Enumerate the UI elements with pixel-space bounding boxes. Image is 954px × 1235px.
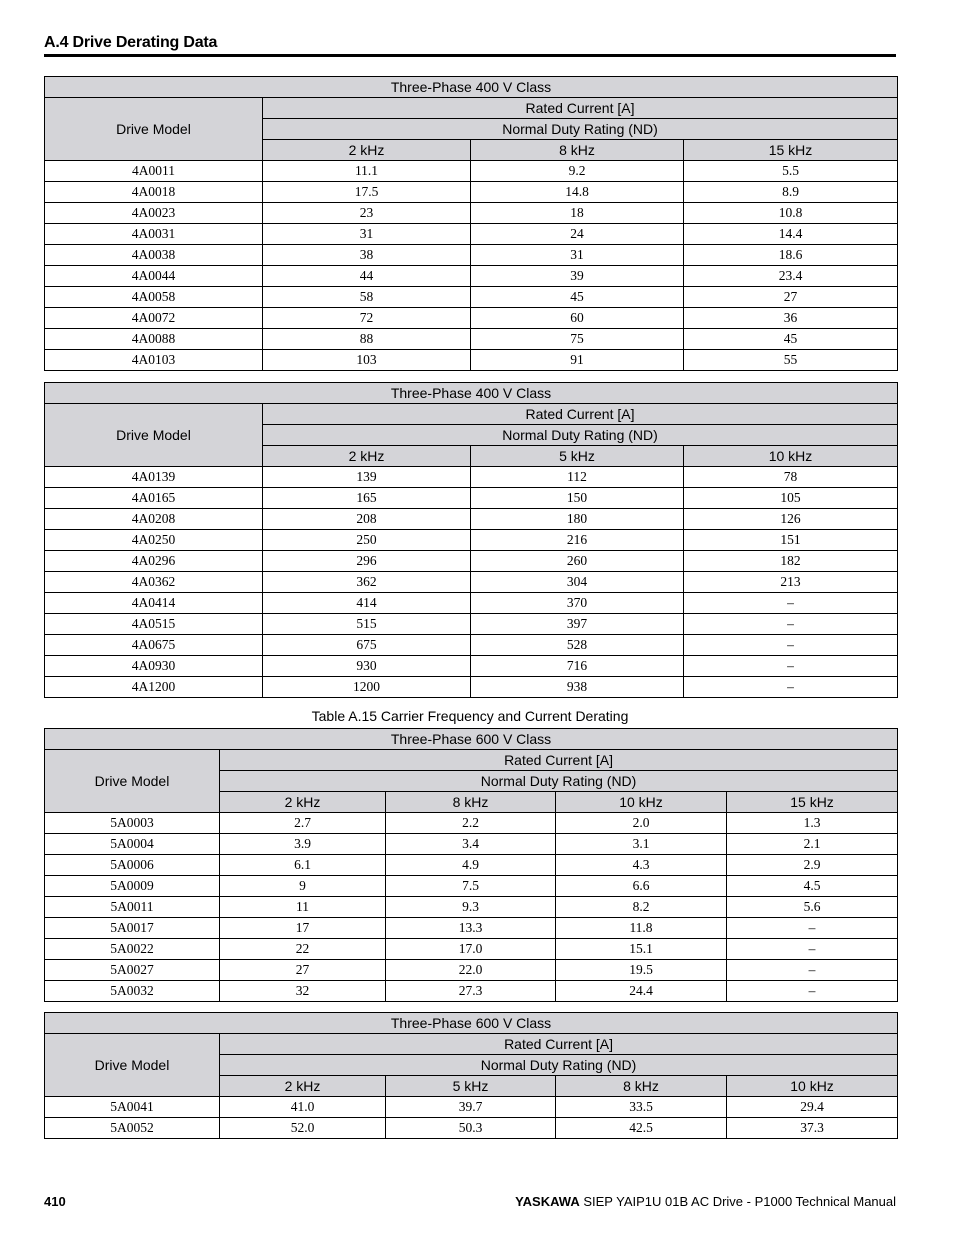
drive-model-header: Drive Model (45, 1034, 220, 1097)
table-row (45, 939, 898, 960)
freq-header: 10 kHz (556, 792, 727, 813)
table-row (45, 329, 898, 350)
derating-table-600v-a (44, 728, 898, 1002)
drive-model-cell: 4A0139 (45, 467, 263, 488)
drive-model-cell: 4A0165 (45, 488, 263, 509)
table-row (45, 614, 898, 635)
drive-model-cell: 4A0675 (45, 635, 263, 656)
rated-current-cell: 126 (684, 509, 898, 530)
rated-current-cell: 9.2 (471, 161, 684, 182)
drive-model-cell: 4A0038 (45, 245, 263, 266)
freq-header: 8 kHz (386, 792, 556, 813)
rated-current-cell: 19.5 (556, 960, 727, 981)
rated-current-cell: 32 (220, 981, 386, 1002)
freq-header: 8 kHz (556, 1076, 727, 1097)
table-row (45, 467, 898, 488)
table-row (45, 981, 898, 1002)
drive-model-cell: 4A0031 (45, 224, 263, 245)
table-row (45, 488, 898, 509)
rated-current-cell: 17 (220, 918, 386, 939)
drive-model-cell: 4A0023 (45, 203, 263, 224)
freq-header: 10 kHz (727, 1076, 898, 1097)
rated-current-cell: – (684, 656, 898, 677)
rated-current-cell: 72 (263, 308, 471, 329)
rated-current-cell: 296 (263, 551, 471, 572)
duty-rating-header: Normal Duty Rating (ND) (263, 119, 898, 140)
drive-model-cell: 4A0103 (45, 350, 263, 371)
rated-current-cell: 4.9 (386, 855, 556, 876)
rated-current-cell: 3.4 (386, 834, 556, 855)
drive-model-cell: 4A0044 (45, 266, 263, 287)
rated-current-cell: 6.1 (220, 855, 386, 876)
class-header: Three-Phase 400 V Class (45, 77, 898, 98)
table-row (45, 1097, 898, 1118)
table-row (45, 224, 898, 245)
rated-current-cell: 216 (471, 530, 684, 551)
rated-current-cell: 208 (263, 509, 471, 530)
rated-current-cell: 3.1 (556, 834, 727, 855)
footer-manual-title (515, 1194, 896, 1209)
rated-current-cell: 2.0 (556, 813, 727, 834)
rated-current-cell: 182 (684, 551, 898, 572)
drive-model-cell: 5A0032 (45, 981, 220, 1002)
rated-current-cell: 105 (684, 488, 898, 509)
table-row (45, 161, 898, 182)
rated-current-cell: 8.9 (684, 182, 898, 203)
rated-current-cell: 11.8 (556, 918, 727, 939)
table-row (45, 203, 898, 224)
rated-current-cell: 397 (471, 614, 684, 635)
drive-model-cell: 4A0011 (45, 161, 263, 182)
rated-current-cell: 27.3 (386, 981, 556, 1002)
rated-current-cell: 1.3 (727, 813, 898, 834)
freq-header: 5 kHz (471, 446, 684, 467)
rated-current-cell: 515 (263, 614, 471, 635)
drive-model-cell: 4A0515 (45, 614, 263, 635)
table-row (45, 918, 898, 939)
rated-current-cell: 4.3 (556, 855, 727, 876)
table-row (45, 897, 898, 918)
drive-model-cell: 4A0930 (45, 656, 263, 677)
freq-header: 15 kHz (684, 140, 898, 161)
rated-current-cell: 11.1 (263, 161, 471, 182)
table-row (45, 593, 898, 614)
rated-current-cell: 2.2 (386, 813, 556, 834)
drive-model-header: Drive Model (45, 750, 220, 813)
rated-current-cell: 14.4 (684, 224, 898, 245)
freq-header: 5 kHz (386, 1076, 556, 1097)
rated-current-cell: – (727, 981, 898, 1002)
rated-current-cell: 151 (684, 530, 898, 551)
drive-model-cell: 5A0027 (45, 960, 220, 981)
rated-current-cell: 304 (471, 572, 684, 593)
drive-model-cell: 4A0296 (45, 551, 263, 572)
table-row (45, 245, 898, 266)
table-row (45, 266, 898, 287)
rated-current-header: Rated Current [A] (220, 750, 898, 771)
freq-header: 2 kHz (263, 140, 471, 161)
drive-model-cell: 4A0208 (45, 509, 263, 530)
rated-current-cell: 938 (471, 677, 684, 698)
freq-header: 8 kHz (471, 140, 684, 161)
rated-current-cell: 27 (684, 287, 898, 308)
table-row (45, 656, 898, 677)
rated-current-cell: 5.5 (684, 161, 898, 182)
rated-current-cell: 10.8 (684, 203, 898, 224)
rated-current-header: Rated Current [A] (263, 404, 898, 425)
rated-current-cell: 13.3 (386, 918, 556, 939)
drive-model-cell: 5A0004 (45, 834, 220, 855)
rated-current-cell: – (684, 614, 898, 635)
freq-header: 10 kHz (684, 446, 898, 467)
rated-current-cell: 14.8 (471, 182, 684, 203)
rated-current-cell: 31 (471, 245, 684, 266)
rated-current-cell: 17.0 (386, 939, 556, 960)
rated-current-cell: 31 (263, 224, 471, 245)
drive-model-cell: 5A0003 (45, 813, 220, 834)
rated-current-cell: 11 (220, 897, 386, 918)
rated-current-cell: – (684, 593, 898, 614)
rated-current-cell: 23.4 (684, 266, 898, 287)
rated-current-cell: 8.2 (556, 897, 727, 918)
rated-current-cell: 58 (263, 287, 471, 308)
rated-current-cell: 23 (263, 203, 471, 224)
rated-current-cell: 930 (263, 656, 471, 677)
drive-model-cell: 4A0072 (45, 308, 263, 329)
rated-current-cell: 250 (263, 530, 471, 551)
duty-rating-header: Normal Duty Rating (ND) (220, 1055, 898, 1076)
drive-model-cell: 5A0022 (45, 939, 220, 960)
rated-current-cell: 139 (263, 467, 471, 488)
rated-current-cell: 103 (263, 350, 471, 371)
table-row (45, 960, 898, 981)
rated-current-cell: 17.5 (263, 182, 471, 203)
footer-title: SIEP YAIP1U 01B AC Drive - P1000 Technical Manual (583, 1194, 896, 1209)
rated-current-cell: – (684, 635, 898, 656)
drive-model-cell: 5A0017 (45, 918, 220, 939)
table-row (45, 834, 898, 855)
rated-current-cell: 45 (471, 287, 684, 308)
rated-current-cell: 44 (263, 266, 471, 287)
rated-current-cell: 716 (471, 656, 684, 677)
section-title: A.4 Drive Derating Data (44, 34, 218, 51)
freq-header: 15 kHz (727, 792, 898, 813)
rated-current-cell: 29.4 (727, 1097, 898, 1118)
rated-current-cell: 18 (471, 203, 684, 224)
drive-model-cell: 5A0011 (45, 897, 220, 918)
rated-current-cell: 528 (471, 635, 684, 656)
rated-current-cell: 9.3 (386, 897, 556, 918)
rated-current-cell: 33.5 (556, 1097, 727, 1118)
rated-current-cell: 45 (684, 329, 898, 350)
rated-current-cell: 5.6 (727, 897, 898, 918)
rated-current-cell: 24 (471, 224, 684, 245)
rated-current-cell: 112 (471, 467, 684, 488)
footer-brand: YASKAWA (515, 1194, 580, 1209)
rated-current-cell: 675 (263, 635, 471, 656)
drive-model-cell: 5A0052 (45, 1118, 220, 1139)
rated-current-header: Rated Current [A] (263, 98, 898, 119)
rated-current-cell: 24.4 (556, 981, 727, 1002)
rated-current-cell: 2.7 (220, 813, 386, 834)
rated-current-cell: 370 (471, 593, 684, 614)
derating-table-400v-b (44, 382, 898, 698)
rated-current-cell: 4.5 (727, 876, 898, 897)
rated-current-cell: 3.9 (220, 834, 386, 855)
rated-current-cell: 36 (684, 308, 898, 329)
rated-current-cell: 41.0 (220, 1097, 386, 1118)
rated-current-cell: 2.1 (727, 834, 898, 855)
table-row (45, 509, 898, 530)
rated-current-cell: 50.3 (386, 1118, 556, 1139)
table-row (45, 876, 898, 897)
rated-current-cell: – (727, 960, 898, 981)
drive-model-header: Drive Model (45, 404, 263, 467)
table-row (45, 813, 898, 834)
rated-current-cell: 38 (263, 245, 471, 266)
derating-table-600v-b (44, 1012, 898, 1139)
rated-current-cell: 78 (684, 467, 898, 488)
rated-current-cell: 1200 (263, 677, 471, 698)
drive-model-header: Drive Model (45, 98, 263, 161)
rated-current-cell: 18.6 (684, 245, 898, 266)
rated-current-cell: 60 (471, 308, 684, 329)
table-row (45, 635, 898, 656)
rated-current-cell: – (727, 939, 898, 960)
rated-current-cell: 22 (220, 939, 386, 960)
rated-current-cell: 55 (684, 350, 898, 371)
rated-current-cell: 39.7 (386, 1097, 556, 1118)
table-row (45, 1118, 898, 1139)
rated-current-cell: 9 (220, 876, 386, 897)
rated-current-cell: 27 (220, 960, 386, 981)
drive-model-cell: 4A0414 (45, 593, 263, 614)
table-row (45, 855, 898, 876)
drive-model-cell: 4A0018 (45, 182, 263, 203)
table-row (45, 572, 898, 593)
rated-current-cell: 39 (471, 266, 684, 287)
table-row (45, 308, 898, 329)
derating-table-400v-a (44, 76, 898, 371)
rated-current-cell: – (727, 918, 898, 939)
rated-current-cell: 180 (471, 509, 684, 530)
rated-current-cell: 150 (471, 488, 684, 509)
duty-rating-header: Normal Duty Rating (ND) (220, 771, 898, 792)
rated-current-cell: 37.3 (727, 1118, 898, 1139)
rated-current-cell: 15.1 (556, 939, 727, 960)
rated-current-cell: 88 (263, 329, 471, 350)
drive-model-cell: 4A1200 (45, 677, 263, 698)
table-row (45, 182, 898, 203)
drive-model-cell: 5A0009 (45, 876, 220, 897)
title-rule (44, 54, 896, 57)
class-header: Three-Phase 400 V Class (45, 383, 898, 404)
rated-current-cell: 414 (263, 593, 471, 614)
table-row (45, 530, 898, 551)
freq-header: 2 kHz (263, 446, 471, 467)
drive-model-cell: 5A0006 (45, 855, 220, 876)
rated-current-cell: 260 (471, 551, 684, 572)
drive-model-cell: 4A0088 (45, 329, 263, 350)
rated-current-cell: 165 (263, 488, 471, 509)
rated-current-cell: 52.0 (220, 1118, 386, 1139)
rated-current-cell: – (684, 677, 898, 698)
drive-model-cell: 4A0058 (45, 287, 263, 308)
freq-header: 2 kHz (220, 792, 386, 813)
table-row (45, 551, 898, 572)
class-header: Three-Phase 600 V Class (45, 1013, 898, 1034)
rated-current-cell: 42.5 (556, 1118, 727, 1139)
drive-model-cell: 4A0362 (45, 572, 263, 593)
drive-model-cell: 4A0250 (45, 530, 263, 551)
freq-header: 2 kHz (220, 1076, 386, 1097)
rated-current-cell: 22.0 (386, 960, 556, 981)
rated-current-cell: 2.9 (727, 855, 898, 876)
rated-current-cell: 213 (684, 572, 898, 593)
rated-current-header: Rated Current [A] (220, 1034, 898, 1055)
rated-current-cell: 91 (471, 350, 684, 371)
table-row (45, 350, 898, 371)
table-row (45, 287, 898, 308)
rated-current-cell: 75 (471, 329, 684, 350)
duty-rating-header: Normal Duty Rating (ND) (263, 425, 898, 446)
class-header: Three-Phase 600 V Class (45, 729, 898, 750)
table-row (45, 677, 898, 698)
rated-current-cell: 7.5 (386, 876, 556, 897)
rated-current-cell: 6.6 (556, 876, 727, 897)
table-caption: Table A.15 Carrier Frequency and Current Derating (311, 708, 629, 724)
rated-current-cell: 362 (263, 572, 471, 593)
drive-model-cell: 5A0041 (45, 1097, 220, 1118)
page-number: 410 (44, 1194, 66, 1209)
